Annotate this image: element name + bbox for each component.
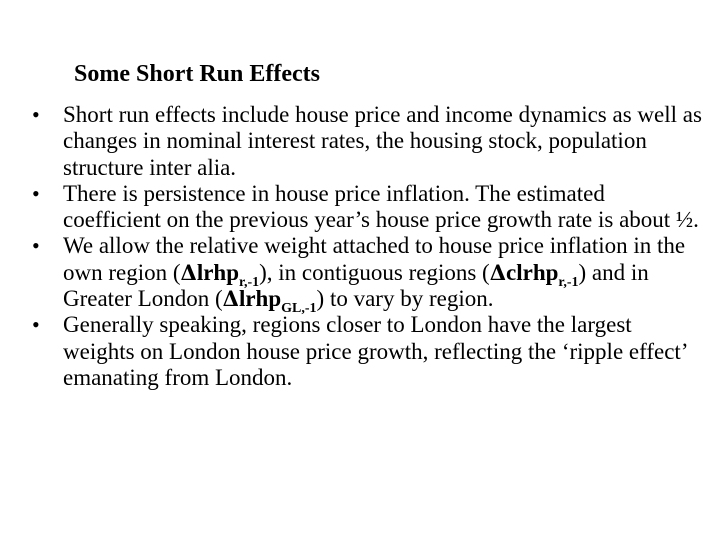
slide-title: Some Short Run Effects (74, 61, 320, 87)
bullet-text: Generally speaking, regions closer to London have the largest weights on London house price growth, reflecting the ‘ripple effect’ emanating from London. (63, 312, 687, 390)
bullet-icon: • (32, 312, 40, 338)
variable-name: lrhp (196, 259, 240, 285)
bullet-icon: • (32, 233, 40, 259)
bullet-item-3 (32, 233, 702, 317)
bullet-item-2 (32, 181, 702, 234)
text-segment: We allow the relative weight attached to house price inflation in the own region ( (63, 233, 686, 285)
variable-subscript: GL,-1 (281, 301, 317, 317)
variable-subscript: r,-1 (558, 274, 579, 290)
bullet-item-1 (32, 102, 702, 181)
bullet-text: There is persistence in house price inflation. The estimated coefficient on the previous year’s house price growth rate is about ½. (63, 180, 699, 233)
bullet-list (32, 102, 702, 391)
text-segment: ) to vary by region. (316, 286, 494, 312)
bullet-item-4 (32, 312, 702, 391)
bullet-icon: • (32, 102, 40, 127)
delta-symbol: Δ (489, 259, 507, 285)
variable-name: lrhp (238, 286, 282, 312)
bullet-text: Short run effects include house price and income dynamics as well as changes in nominal interest rates, the housing stock, population structure inter alia. (63, 102, 702, 180)
delta-symbol: Δ (180, 259, 197, 285)
text-segment: ), in contiguous regions ( (259, 259, 490, 285)
variable-name: clrhp (506, 259, 559, 285)
delta-symbol: Δ (222, 286, 239, 312)
bullet-icon: • (32, 180, 40, 206)
bullet-text (63, 233, 702, 317)
text-segment: ) and in Greater London ( (63, 259, 649, 312)
variable-subscript: r,-1 (239, 274, 260, 290)
